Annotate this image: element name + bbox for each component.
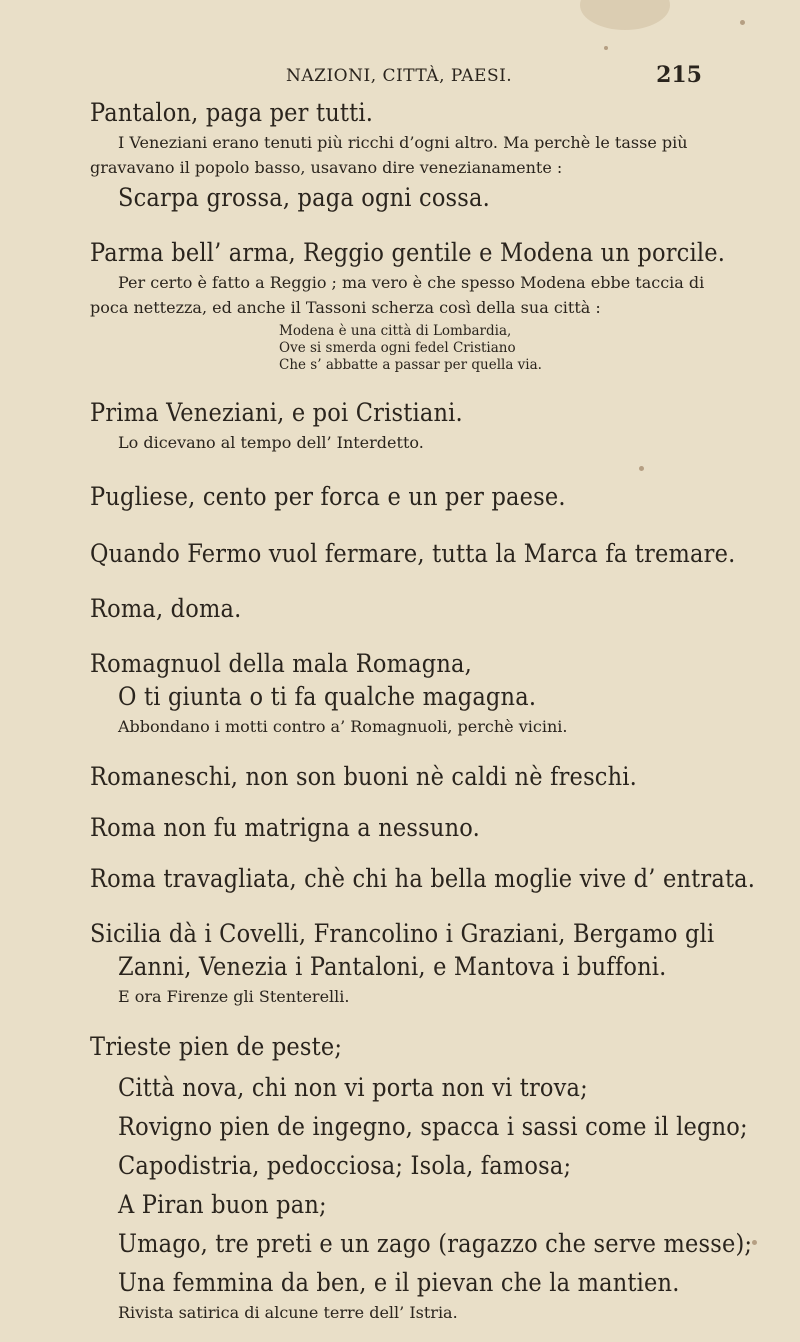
- proverb-entry: [90, 396, 720, 454]
- paper-stain: [580, 0, 670, 30]
- proverb-line: Scarpa grossa, paga ogni cossa.: [118, 183, 490, 212]
- proverb-entry: [90, 917, 720, 1008]
- verse-line: Ove si smerda ogni fedel Cristiano: [279, 340, 516, 356]
- gloss-line: Rivista satirica di alcune terre dell’ Istria.: [118, 1303, 458, 1322]
- proverb-entry: [90, 647, 720, 738]
- gloss-line: poca nettezza, ed anche il Tassoni scherza così della sua città :: [90, 298, 601, 317]
- proverb-line: Quando Fermo vuol fermare, tutta la Marca fa tremare.: [90, 539, 736, 568]
- gloss-line: I Veneziani erano tenuti più ricchi d’ogni altro. Ma perchè le tasse più: [118, 133, 688, 152]
- proverb-entry: [90, 96, 720, 214]
- gloss-line: Abbondano i motti contro a’ Romagnuoli, perchè vicini.: [118, 717, 568, 736]
- running-head: NAZIONI, CITTÀ, PAESI.: [286, 66, 513, 86]
- proverb-line: Parma bell’ arma, Reggio gentile e Modena un porcile.: [90, 238, 726, 267]
- proverb-list: [90, 96, 756, 1342]
- paper-speck: [604, 46, 608, 50]
- gloss-line: gravavano il popolo basso, usavano dire venezianamente :: [90, 158, 563, 177]
- proverb-line: Romagnuol della mala Romagna,: [90, 649, 472, 678]
- proverb-line: Roma, doma.: [90, 594, 242, 623]
- proverb-line: Roma non fu matrigna a nessuno.: [90, 813, 480, 842]
- page-header: [0, 62, 800, 92]
- gloss-line: Per certo è fatto a Reggio ; ma vero è che spesso Modena ebbe taccia di: [118, 273, 705, 292]
- proverb-line: O ti giunta o ti fa qualche magagna.: [118, 682, 537, 711]
- page-number: 215: [656, 62, 702, 88]
- verse-line: Che s’ abbatte a passar per quella via.: [279, 357, 542, 373]
- gloss-line: E ora Firenze gli Stenterelli.: [118, 987, 350, 1006]
- proverb-line: Umago, tre preti e un zago (ragazzo che serve messe);: [118, 1229, 753, 1258]
- proverb-line: Sicilia dà i Covelli, Francolino i Graziani, Bergamo gli: [90, 919, 715, 948]
- proverb-entry: [90, 236, 726, 374]
- paper-speck: [740, 20, 745, 25]
- paper-speck: [752, 1240, 757, 1245]
- proverb-line: Trieste pien de peste;: [90, 1032, 343, 1061]
- proverb-line: Romaneschi, non son buoni nè caldi nè freschi.: [90, 762, 638, 791]
- proverb-line: Rovigno pien de ingegno, spacca i sassi come il legno;: [118, 1112, 748, 1141]
- proverb-entry: [90, 592, 720, 625]
- proverb-line: Pugliese, cento per forca e un per paese.: [90, 482, 566, 511]
- proverb-entry: [90, 1030, 753, 1324]
- proverb-line: Capodistria, pedocciosa; Isola, famosa;: [118, 1151, 572, 1180]
- proverb-line: Una femmina da ben, e il pievan che la mantien.: [118, 1268, 680, 1297]
- proverb-entry: [90, 862, 756, 895]
- verse-line: Modena è una città di Lombardia,: [279, 323, 512, 339]
- proverb-line: Roma travagliata, chè chi ha bella moglie vive d’ entrata.: [90, 864, 756, 893]
- proverb-line: Prima Veneziani, e poi Cristiani.: [90, 398, 463, 427]
- proverb-entry: [90, 480, 720, 513]
- proverb-line: Zanni, Venezia i Pantaloni, e Mantova i buffoni.: [118, 952, 667, 981]
- proverb-line: Città nova, chi non vi porta non vi trova;: [118, 1073, 588, 1102]
- proverb-entry: [90, 760, 720, 793]
- proverb-entry: [90, 537, 736, 570]
- gloss-line: Lo dicevano al tempo dell’ Interdetto.: [118, 433, 424, 452]
- proverb-line: A Piran buon pan;: [118, 1190, 327, 1219]
- proverb-line: Pantalon, paga per tutti.: [90, 98, 374, 127]
- proverb-entry: [90, 811, 720, 844]
